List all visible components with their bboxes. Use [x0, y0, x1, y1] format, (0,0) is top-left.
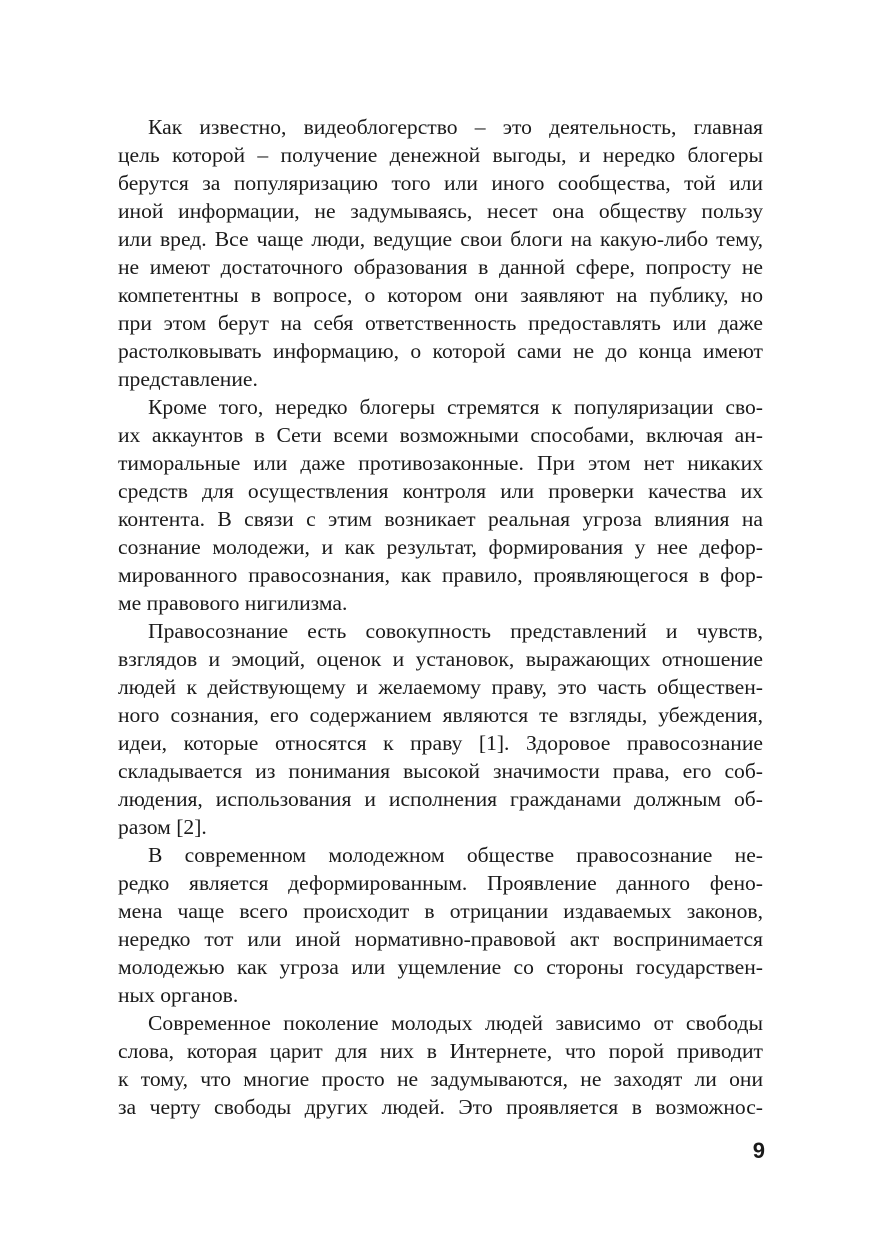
- text-line: слова, которая царит для них в Интернете, что порой приводит: [118, 1039, 763, 1063]
- text-line: их аккаунтов в Сети всеми возможными способами, включая ан-: [118, 423, 763, 447]
- text-line: берутся за популяризацию того или иного сообщества, той или: [118, 171, 763, 195]
- text-line: представление.: [118, 367, 258, 391]
- paragraph-1: [118, 113, 763, 393]
- text-line: растолковывать информацию, о которой сами не до конца имеют: [118, 339, 763, 363]
- text-line: людей к действующему и желаемому праву, это часть обществен-: [118, 675, 763, 699]
- text-line: мированного правосознания, как правило, проявляющегося в фор-: [118, 563, 763, 587]
- text-line: идеи, которые относятся к праву [1]. Здоровое правосознание: [118, 731, 763, 755]
- text-line: редко является деформированным. Проявление данного фено-: [118, 871, 763, 895]
- text-line: взглядов и эмоций, оценок и установок, выражающих отношение: [118, 647, 763, 671]
- text-line: разом [2].: [118, 815, 207, 839]
- paragraph-5: [118, 1009, 763, 1121]
- text-line: за черту свободы других людей. Это проявляется в возможнос-: [118, 1095, 763, 1119]
- text-line: Как известно, видеоблогерство – это деятельность, главная: [148, 115, 763, 139]
- text-line: молодежью как угроза или ущемление со стороны государствен-: [118, 955, 763, 979]
- text-line: не имеют достаточного образования в данной сфере, попросту не: [118, 255, 763, 279]
- text-line: Кроме того, нередко блогеры стремятся к популяризации сво-: [148, 395, 763, 419]
- text-line: сознание молодежи, и как результат, формирования у нее дефор-: [118, 535, 763, 559]
- paragraph-4: [118, 841, 763, 1009]
- text-line: складывается из понимания высокой значимости права, его соб-: [118, 759, 763, 783]
- text-line: мена чаще всего происходит в отрицании издаваемых законов,: [118, 899, 763, 923]
- text-line: компетентны в вопросе, о котором они заявляют на публику, но: [118, 283, 763, 307]
- text-line: нередко тот или иной нормативно-правовой акт воспринимается: [118, 927, 763, 951]
- text-line: средств для осуществления контроля или проверки качества их: [118, 479, 763, 503]
- text-line: В современном молодежном обществе правосознание не-: [148, 843, 763, 867]
- text-line: ме правового нигилизма.: [118, 591, 348, 615]
- text-line: Правосознание есть совокупность представлений и чувств,: [148, 619, 763, 643]
- paragraph-2: [118, 393, 763, 617]
- text-line: или вред. Все чаще люди, ведущие свои блоги на какую-либо тему,: [118, 227, 763, 251]
- text-line: тиморальные или даже противозаконные. При этом нет никаких: [118, 451, 763, 475]
- page-number: 9: [752, 1138, 765, 1163]
- text-line: людения, использования и исполнения гражданами должным об-: [118, 787, 763, 811]
- paragraph-3: [118, 617, 763, 841]
- text-line: контента. В связи с этим возникает реальная угроза влияния на: [118, 507, 763, 531]
- text-line: иной информации, не задумываясь, несет она обществу пользу: [118, 199, 763, 223]
- body-text: [118, 113, 763, 1121]
- text-line: к тому, что многие просто не задумываются, не заходят ли они: [118, 1067, 763, 1091]
- text-line: ных органов.: [118, 983, 239, 1007]
- text-line: при этом берут на себя ответственность предоставлять или даже: [118, 311, 763, 335]
- text-line: цель которой – получение денежной выгоды, и нередко блогеры: [118, 143, 763, 167]
- text-line: ного сознания, его содержанием являются те взгляды, убеждения,: [118, 703, 763, 727]
- text-line: Современное поколение молодых людей зависимо от свободы: [148, 1011, 763, 1035]
